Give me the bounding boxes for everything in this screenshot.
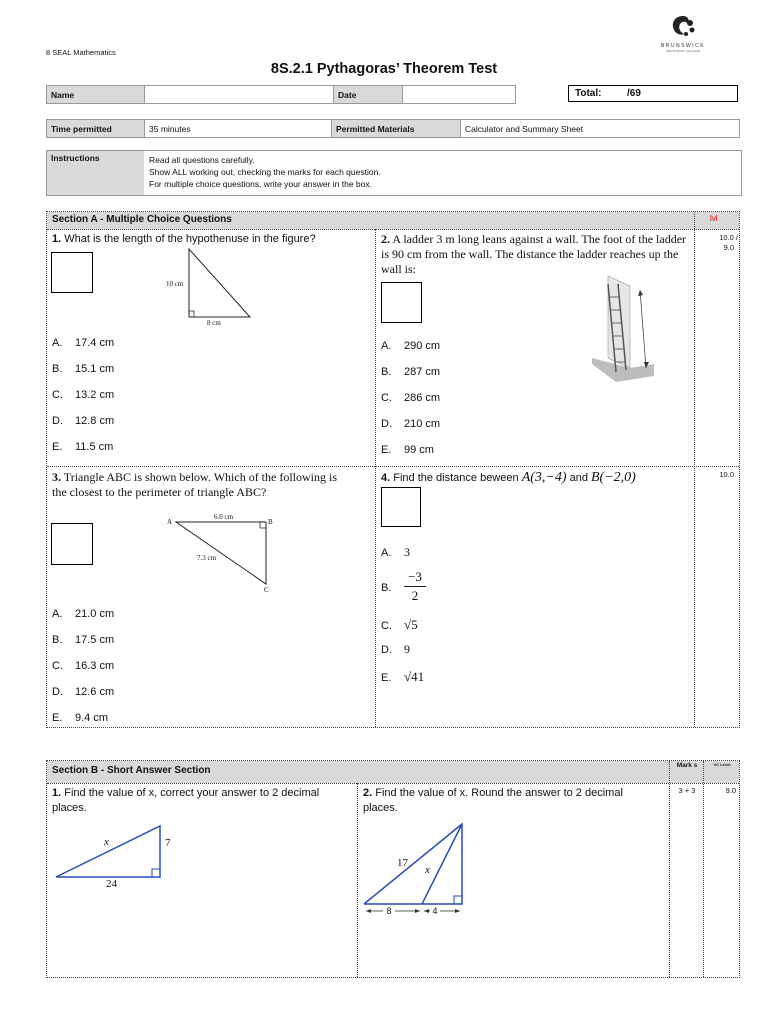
course-label: 8 SEAL Mathematics — [46, 48, 116, 57]
option-a[interactable]: A. 17.4 cm — [52, 337, 115, 349]
q1-side-label: 10 cm — [166, 280, 184, 288]
option-b[interactable]: B. 287 cm — [381, 366, 441, 378]
instruction-line: For multiple choice questions, write your answer in the box. — [149, 179, 372, 189]
b-q2-17-label: 17 — [397, 857, 408, 869]
section-b-question-2 — [363, 786, 653, 816]
materials-value: Calculator and Summary Sheet — [461, 120, 740, 138]
section-a-header — [47, 212, 739, 229]
total-box — [568, 85, 738, 102]
question-text: Find the value of x. Round the answer to 2 decimal places. — [363, 787, 623, 814]
answer-box-q2[interactable] — [381, 282, 422, 323]
instructions-label: Instructions — [47, 151, 144, 195]
vertex-b-label: B — [268, 518, 273, 526]
fraction-bar — [404, 586, 426, 587]
divider — [375, 229, 376, 727]
divider — [694, 212, 695, 727]
fraction-denominator: 2 — [411, 588, 419, 603]
level-header-text: lvl — [710, 214, 718, 223]
instruction-line: Read all questions carefully. — [149, 155, 255, 165]
question-text: Find the value of x, correct your answer to 2 decimal places. — [52, 787, 320, 814]
name-date-table — [46, 85, 516, 104]
vc-level-header: VC Level — [713, 762, 731, 767]
marks-header: Mark s — [676, 762, 698, 769]
option-a[interactable]: A. 21.0 cm — [52, 608, 115, 620]
question-text: Triangle ABC is shown below. Which of the following is the closest to the perimeter of triangle ABC? — [52, 470, 338, 499]
question-number: 2. — [363, 787, 373, 799]
instructions-box — [46, 150, 742, 196]
b-q2-triangle-figure — [360, 820, 470, 920]
q2-options — [381, 340, 440, 470]
option-d[interactable]: D. 12.6 cm — [52, 686, 115, 698]
option-b[interactable]: B. 15.1 cm — [52, 363, 115, 375]
question-number: 2. — [381, 232, 390, 246]
marks-value: 3 + 3 — [678, 786, 696, 795]
school-logo — [655, 14, 711, 54]
option-d[interactable]: D. 12.8 cm — [52, 415, 115, 427]
logo-subtext: SECONDARY COLLEGE — [666, 49, 700, 53]
question-number: 4. — [381, 472, 391, 484]
option-c[interactable]: C. √5 — [381, 617, 418, 632]
divider — [47, 783, 739, 784]
q3-top-label: 6.0 cm — [214, 513, 234, 521]
question-number: 3. — [52, 470, 61, 484]
q1-base-label: 8 cm — [207, 319, 221, 327]
option-e[interactable]: E. 9.4 cm — [52, 712, 109, 724]
b-q1-x-label: x — [104, 836, 109, 848]
level-value: 10.0 / — [719, 233, 738, 242]
q3-hyp-label: 7.3 cm — [197, 554, 217, 562]
option-a[interactable]: A. 3 — [381, 545, 410, 559]
option-c[interactable]: C. 286 cm — [381, 392, 441, 404]
time-value: 35 minutes — [145, 120, 332, 138]
question-text: A ladder 3 m long leans against a wall. The foot of the ladder is 90 cm from the wall. The distance the ladder reaches up the wall is: — [381, 232, 687, 276]
page-title: 8S.2.1 Pythagoras’ Theorem Test — [270, 61, 498, 77]
section-b-question-1 — [52, 786, 342, 816]
total-label: Total: — [575, 88, 602, 99]
question-number: 1. — [52, 787, 62, 799]
b-q1-triangle-figure — [50, 822, 170, 882]
level-value: 9.0 — [723, 243, 734, 252]
vertex-c-label: C — [264, 586, 269, 594]
b-q1-height-label: 7 — [165, 837, 171, 849]
section-a-title: Section A - Multiple Choice Questions — [52, 214, 232, 225]
fraction-numerator: −3 — [408, 569, 422, 584]
section-b-header — [47, 761, 739, 783]
divider — [357, 783, 358, 977]
q3-options — [52, 608, 114, 738]
instruction-line: Show ALL working out, checking the marks for each question. — [149, 167, 381, 177]
question-4 — [381, 470, 691, 486]
option-e[interactable]: E. 11.5 cm — [52, 441, 114, 453]
time-materials-table — [46, 119, 740, 138]
divider — [669, 761, 670, 977]
q1-options — [52, 337, 114, 467]
date-field[interactable] — [403, 86, 516, 104]
level-header — [710, 214, 718, 223]
option-d[interactable]: D. 9 — [381, 642, 410, 656]
point-a: A(3,−4) — [521, 470, 567, 485]
materials-label: Permitted Materials — [332, 120, 461, 138]
section-b-title: Section B - Short Answer Section — [52, 765, 211, 776]
option-c[interactable]: C. 13.2 cm — [52, 389, 115, 401]
name-field[interactable] — [145, 86, 334, 104]
level-value: 9.0 — [725, 786, 736, 795]
total-value: /69 — [627, 88, 641, 99]
b-q2-x-label: x — [425, 864, 430, 876]
instructions-text — [149, 154, 381, 190]
level-value: 10.0 — [719, 470, 734, 479]
question-3 — [52, 470, 352, 500]
option-b[interactable]: B. 17.5 cm — [52, 634, 115, 646]
q3-triangle-figure — [160, 512, 280, 597]
b-q2-8-label: 8 — [383, 906, 395, 916]
option-a[interactable]: A. 290 cm — [381, 340, 441, 352]
option-e[interactable]: E. √41 — [381, 669, 425, 684]
q2-ladder-figure — [588, 272, 658, 384]
date-label: Date — [334, 86, 403, 104]
logo-icon — [668, 14, 698, 38]
question-number: 1. — [52, 233, 62, 245]
option-c[interactable]: C. 16.3 cm — [52, 660, 115, 672]
question-text-and: and — [569, 472, 588, 484]
divider — [47, 229, 739, 230]
vertex-a-label: A — [167, 518, 173, 526]
question-text: Find the distance beween — [393, 472, 519, 484]
question-2 — [381, 232, 689, 277]
option-d[interactable]: D. 210 cm — [381, 418, 441, 430]
answer-box-q4[interactable] — [381, 487, 421, 527]
logo-text: BRUNSWICK — [660, 43, 706, 49]
name-label: Name — [47, 86, 145, 104]
question-text: What is the length of the hypothenuse in the figure? — [64, 233, 316, 245]
point-b: B(−2,0) — [591, 470, 636, 485]
option-b[interactable]: B. — [381, 582, 392, 594]
option-e[interactable]: E. 99 cm — [381, 444, 434, 456]
divider — [703, 761, 704, 977]
answer-box-q3[interactable] — [51, 523, 93, 565]
b-q2-4-label: 4 — [430, 906, 440, 916]
time-label: Time permitted — [47, 120, 145, 138]
b-q1-base-label: 24 — [106, 878, 117, 890]
answer-box-q1[interactable] — [51, 252, 93, 293]
